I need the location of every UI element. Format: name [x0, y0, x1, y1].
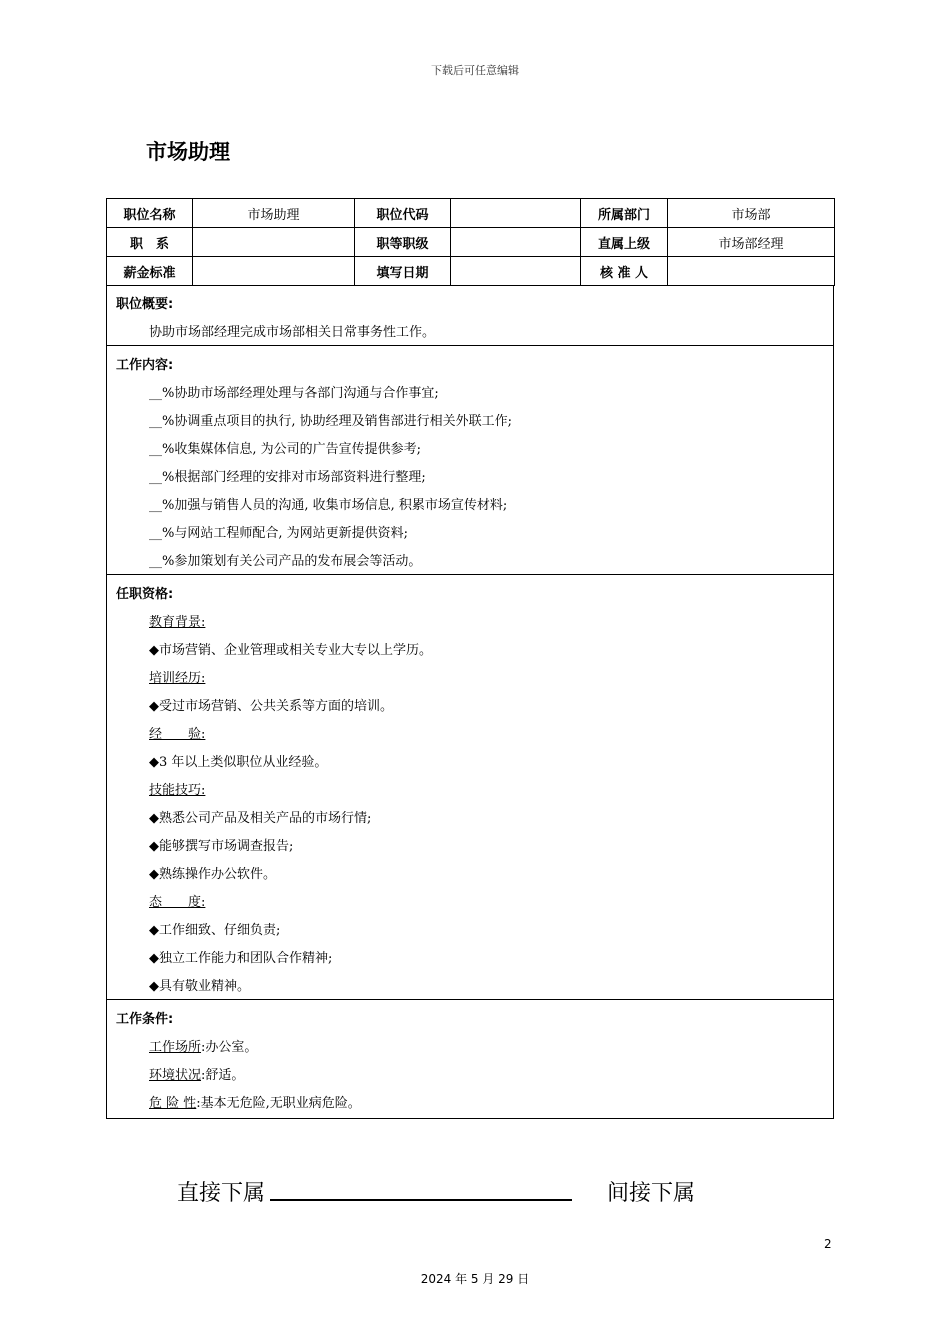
overview-heading: 职位概要:: [116, 297, 174, 312]
duties-section: [106, 346, 834, 575]
table-row: [107, 228, 835, 257]
label-grade: 职等职级: [355, 228, 451, 257]
table-row: [107, 257, 835, 286]
list-item: __%协调重点项目的执行, 协助经理及销售部进行相关外联工作;: [149, 414, 512, 429]
label-fill-date: 填写日期: [355, 257, 451, 286]
label-position-name: 职位名称: [107, 199, 193, 228]
page-number: 2: [824, 1237, 832, 1251]
risk-value: :基本无危险,无职业病危险。: [196, 1096, 361, 1111]
experience-label: 经 验:: [149, 727, 206, 742]
value-position-code: [451, 199, 581, 228]
value-job-family: [193, 228, 355, 257]
qualifications-heading: 任职资格:: [116, 587, 174, 602]
training-label: 培训经历:: [149, 671, 206, 686]
label-approver: 核 准 人: [581, 257, 668, 286]
list-item: ◆独立工作能力和团队合作精神;: [149, 951, 333, 966]
duties-heading: 工作内容:: [116, 358, 174, 373]
label-department: 所属部门: [581, 199, 668, 228]
list-item: __%参加策划有关公司产品的发布展会等活动。: [149, 554, 422, 569]
overview-text: 协助市场部经理完成市场部相关日常事务性工作。: [149, 325, 436, 340]
header-note: 下载后可任意编辑: [431, 64, 519, 77]
indirect-subordinate-label: 间接下属: [607, 1181, 696, 1206]
env-label: 环境状况: [149, 1068, 202, 1083]
list-item: ◆熟练操作办公软件。: [149, 867, 276, 882]
list-item: ◆能够撰写市场调查报告;: [149, 839, 294, 854]
list-item: ◆具有敬业精神。: [149, 979, 250, 994]
condition-env: [149, 1064, 244, 1083]
label-supervisor: 直属上级: [581, 228, 668, 257]
education-label: 教育背景:: [149, 615, 206, 630]
value-department: 市场部: [668, 199, 835, 228]
list-item: ◆熟悉公司产品及相关产品的市场行情;: [149, 811, 372, 826]
condition-place: [149, 1036, 257, 1055]
place-value: :办公室。: [201, 1040, 258, 1055]
condition-risk: [149, 1092, 361, 1111]
experience-text: ◆3 年以上类似职位从业经验。: [149, 755, 328, 770]
risk-label: 危 险 性: [149, 1096, 197, 1111]
education-text: ◆市场营销、企业管理或相关专业大专以上学历。: [149, 643, 432, 658]
info-table: [106, 198, 835, 286]
list-item: __%加强与销售人员的沟通, 收集市场信息, 积累市场宣传材料;: [149, 498, 508, 513]
list-item: __%与网站工程师配合, 为网站更新提供资料;: [149, 526, 408, 541]
env-value: :舒适。: [201, 1068, 245, 1083]
conditions-section: [106, 1000, 834, 1119]
label-salary: 薪金标准: [107, 257, 193, 286]
value-fill-date: [451, 257, 581, 286]
list-item: __%协助市场部经理处理与各部门沟通与合作事宜;: [149, 386, 439, 401]
attitude-label: 态 度:: [149, 895, 206, 910]
overview-section: [106, 285, 834, 346]
skills-label: 技能技巧:: [149, 783, 206, 798]
value-approver: [668, 257, 835, 286]
label-position-code: 职位代码: [355, 199, 451, 228]
direct-subordinate-line: [270, 1199, 572, 1201]
place-label: 工作场所: [149, 1040, 202, 1055]
value-position-name: 市场助理: [193, 199, 355, 228]
value-grade: [451, 228, 581, 257]
value-salary: [193, 257, 355, 286]
list-item: ◆工作细致、仔细负责;: [149, 923, 281, 938]
list-item: __%根据部门经理的安排对市场部资料进行整理;: [149, 470, 426, 485]
value-supervisor: 市场部经理: [668, 228, 835, 257]
conditions-heading: 工作条件:: [116, 1012, 174, 1027]
table-row: [107, 199, 835, 228]
direct-subordinate-label: 直接下属: [177, 1181, 266, 1206]
training-text: ◆受过市场营销、公共关系等方面的培训。: [149, 699, 393, 714]
label-job-family: 职 系: [107, 228, 193, 257]
list-item: __%收集媒体信息, 为公司的广告宣传提供参考;: [149, 442, 421, 457]
qualifications-section: [106, 575, 834, 1000]
page-title: 市场助理: [146, 140, 230, 164]
footer-date: 2024 年 5 月 29 日: [420, 1272, 530, 1286]
